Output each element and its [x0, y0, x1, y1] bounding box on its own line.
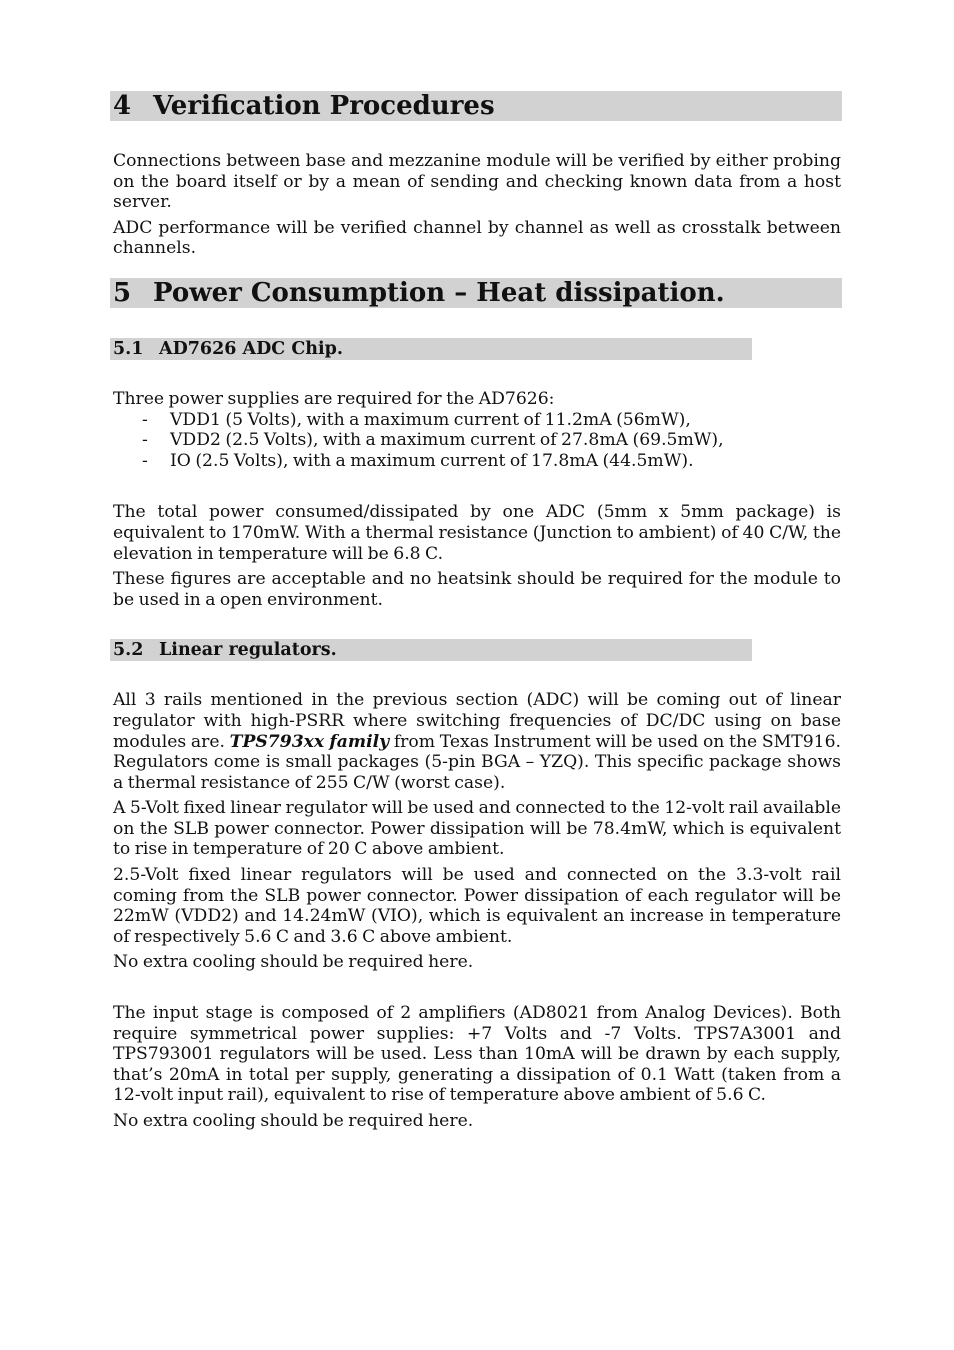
section-4-paragraph-2: ADC performance will be verified channel by channel as well as crosstalk between channels.: [113, 217, 841, 259]
paragraph-text: from Texas Instrument will be used on the SMT916. Regulators come is small packages (5-pin BGA – YZQ). This specific package shows a thermal resistance of 255 C/W (worst case).: [113, 731, 841, 793]
section-5-2-paragraph-1: [113, 690, 841, 793]
section-5-title: Power Consumption – Heat dissipation.: [153, 277, 725, 308]
section-5-1-intro: Three power supplies are required for the AD7626:: [113, 388, 555, 409]
section-4-paragraph-1: Connections between base and mezzanine module will be verified by either probing on the board itself or by a mean of sending and checking known data from a host server.: [113, 151, 841, 213]
section-5-1-title: AD7626 ADC Chip.: [159, 338, 343, 359]
list-bullet: -: [142, 430, 148, 451]
section-5-2-title: Linear regulators.: [159, 640, 337, 661]
section-4-heading: [110, 91, 842, 121]
section-5-2-paragraph-3: 2.5-Volt fixed linear regulators will be used and connected on the 3.3-volt rail coming from the SLB power connector. Power dissipation of each regulator will be 22mW (VDD2) and 14.24mW (VIO), which is equivalent an increase in temperature of respectively 5.6 C and 3.6 C above ambient.: [113, 865, 841, 947]
section-5-2-number: 5.2: [113, 640, 144, 661]
section-5-2-paragraph-2: A 5-Volt fixed linear regulator will be used and connected to the 12-volt rail available on the SLB power connector. Power dissipation will be 78.4mW, which is equivalent to rise in temperature of 20 C above ambient.: [113, 798, 841, 860]
list-item-text: VDD2 (2.5 Volts), with a maximum current of 27.8mA (69.5mW),: [170, 430, 724, 451]
document-page: [113, 91, 841, 1132]
section-5-number: 5: [113, 277, 132, 308]
emphasized-product-name: TPS793xx family: [229, 731, 390, 752]
section-5-1-paragraph-1: The total power consumed/dissipated by one ADC (5mm x 5mm package) is equivalent to 170mW. With a thermal resistance (Junction to ambient) of 40 C/W, the elevation in temperature will be 6.8 C.: [113, 502, 841, 564]
list-item: [113, 451, 841, 472]
section-4-number: 4: [113, 91, 132, 121]
power-supply-list: [113, 410, 841, 472]
list-bullet: -: [142, 450, 148, 471]
section-5-1-number: 5.1: [113, 338, 144, 359]
input-stage-conclusion: No extra cooling should be required here.: [113, 1111, 474, 1131]
section-5-2-paragraph-4: No extra cooling should be required here.: [113, 952, 474, 973]
list-bullet: -: [142, 409, 148, 430]
section-5-heading: [110, 278, 842, 308]
section-5-1-heading: [110, 338, 752, 360]
list-item: [113, 430, 841, 451]
section-5-2-heading: [110, 639, 752, 661]
input-stage-paragraph: The input stage is composed of 2 amplifiers (AD8021 from Analog Devices). Both require symmetrical power supplies: +7 Volts and -7 Volts. TPS7A3001 and TPS793001 regulators will be used. Less than 10mA will be drawn by each supply, that’s 20mA in total per supply, generating a dissipation of 0.1 Watt (taken from a 12-volt input rail), equivalent to rise of temperature above ambient of 5.6 C.: [113, 1003, 841, 1106]
list-item-text: IO (2.5 Volts), with a maximum current of 17.8mA (44.5mW).: [170, 450, 694, 471]
section-4-title: Verification Procedures: [153, 91, 495, 121]
section-5-1-paragraph-2: These figures are acceptable and no heatsink should be required for the module to be used in a open environment.: [113, 569, 841, 610]
paragraph-text: All 3 rails mentioned in the previous section (ADC) will be coming out of linear regulator with high-PSRR where switching frequencies of DC/DC using on base modules are.: [113, 690, 841, 752]
list-item-text: VDD1 (5 Volts), with a maximum current of 11.2mA (56mW),: [170, 409, 691, 430]
list-item: [113, 410, 841, 431]
